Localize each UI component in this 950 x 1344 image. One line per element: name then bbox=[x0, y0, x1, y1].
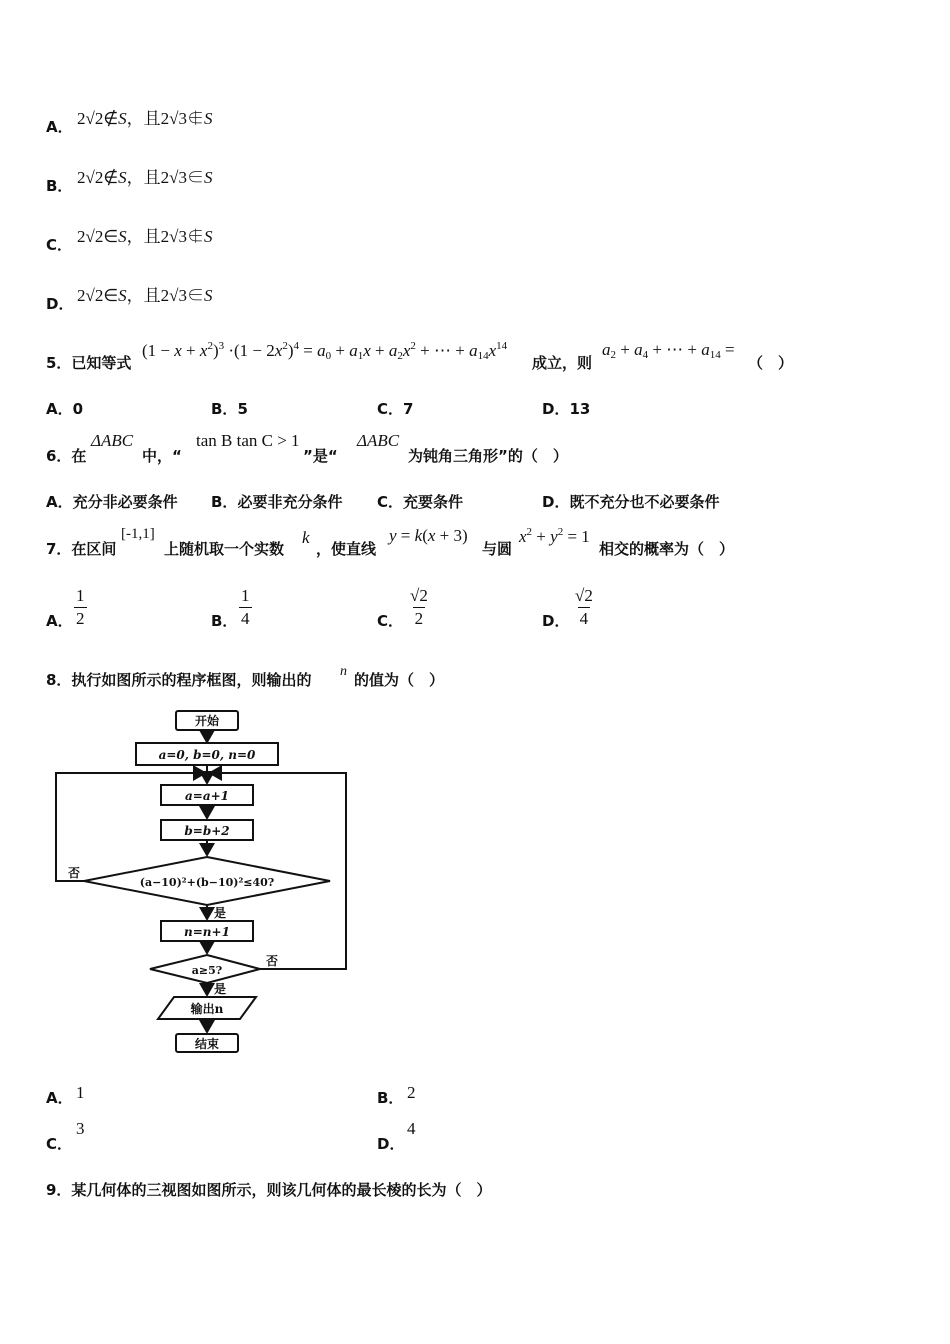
flow-no1-label: 否 bbox=[67, 866, 81, 880]
fraction: $\frac{1}{4}$ bbox=[241, 586, 250, 628]
q5-sum: $a_2 + a_4$ + ⋯ + $a_{14}$ = bbox=[602, 340, 735, 361]
flow-cond1-text: (a−10)²+(b−10)²≤40? bbox=[139, 876, 275, 889]
question-7-stem: 7．在区间 [-1,1] 上随机取一个实数 k ，使直线 y = k(x + 3) 与圆 $x^2 + y^2 = 1$ 相交的概率为（ ） bbox=[46, 526, 735, 558]
q7-options: A． $\frac{1}{2}$ B． $\frac{1}{4}$ C． $\frac{√2}{2}$ D． $\frac{√2}{4}$ bbox=[46, 586, 593, 630]
question-9-stem: 9．某几何体的三视图如图所示，则该几何体的最长棱的长为（ ） bbox=[46, 1181, 492, 1199]
q4-option-d bbox=[46, 280, 446, 313]
flow-start-text: 开始 bbox=[194, 714, 220, 728]
flow-step3-text: n=n+1 bbox=[184, 925, 230, 939]
option-label: C． bbox=[46, 236, 73, 254]
question-5-stem: 5．已知等式 $(1 - x + x^2)^3 \cdot(1 - 2x^2)^4 = a_0 + a_1x + a_2x^2$ + ⋯ + $a_{14}x^{14}$ 成立，则 $a_2 + a_4$ + ⋯ + $a_{14}$ = （ ） bbox=[46, 340, 794, 372]
q4-option-c bbox=[46, 221, 446, 254]
q7-circle: $x^2 + y^2 = 1$ bbox=[519, 526, 590, 546]
question-8-stem: 8．执行如图所示的程序框图，则输出的 n 的值为（ ） bbox=[46, 664, 445, 689]
q4-option-b bbox=[46, 162, 446, 195]
flow-end-text: 结束 bbox=[194, 1037, 220, 1051]
option-math: 2√2∉S，且2√3∉S bbox=[77, 109, 213, 128]
q5-identity: $(1 - x + x^2)^3 \cdot(1 - 2x^2)^4 = a_0 + a_1x + a_2x^2$ + ⋯ + $a_{14}x^{14}$ bbox=[142, 340, 508, 362]
option-label: A． bbox=[46, 118, 73, 136]
flow-init-text: a=0, b=0, n=0 bbox=[158, 748, 256, 762]
option-math: 2√2∈S，且2√3∈S bbox=[77, 286, 213, 305]
flow-step1-text: a=a+1 bbox=[184, 789, 230, 803]
option-label: B． bbox=[46, 177, 73, 195]
flow-yes2-label: 是 bbox=[213, 982, 227, 996]
flow-no2-label: 否 bbox=[265, 954, 279, 968]
option-math: 2√2∉S，且2√3∈S bbox=[77, 168, 213, 187]
flow-yes1-label: 是 bbox=[213, 906, 227, 920]
q7-line: y = k(x + 3) bbox=[389, 526, 468, 545]
q8-options: A． 1 B． 2 C． 3 D． 4 bbox=[46, 1083, 416, 1153]
option-label: D． bbox=[46, 295, 74, 313]
q6-options: A．充分非必要条件 B．必要非充分条件 C．充要条件 D．既不充分也不必要条件 bbox=[46, 493, 720, 511]
q4-option-a bbox=[46, 103, 446, 136]
q5-options: A．0 B．5 C．7 D．13 bbox=[46, 400, 591, 418]
flow-output-text: 输出n bbox=[190, 1002, 224, 1016]
fraction: $\frac{√2}{2}$ bbox=[410, 586, 428, 628]
flow-cond2-text: a≥5? bbox=[191, 964, 223, 977]
flowchart bbox=[50, 705, 355, 1060]
fraction: $\frac{1}{2}$ bbox=[76, 586, 85, 628]
question-6-stem: 6．在 ΔABC 中，“ tan B tan C > 1 ”是“ ΔABC 为钝角三角形”的（ ） bbox=[46, 431, 568, 465]
option-math: 2√2∈S，且2√3∉S bbox=[77, 227, 213, 246]
flow-step2-text: b=b+2 bbox=[184, 824, 230, 838]
fraction: $\frac{√2}{4}$ bbox=[575, 586, 593, 628]
